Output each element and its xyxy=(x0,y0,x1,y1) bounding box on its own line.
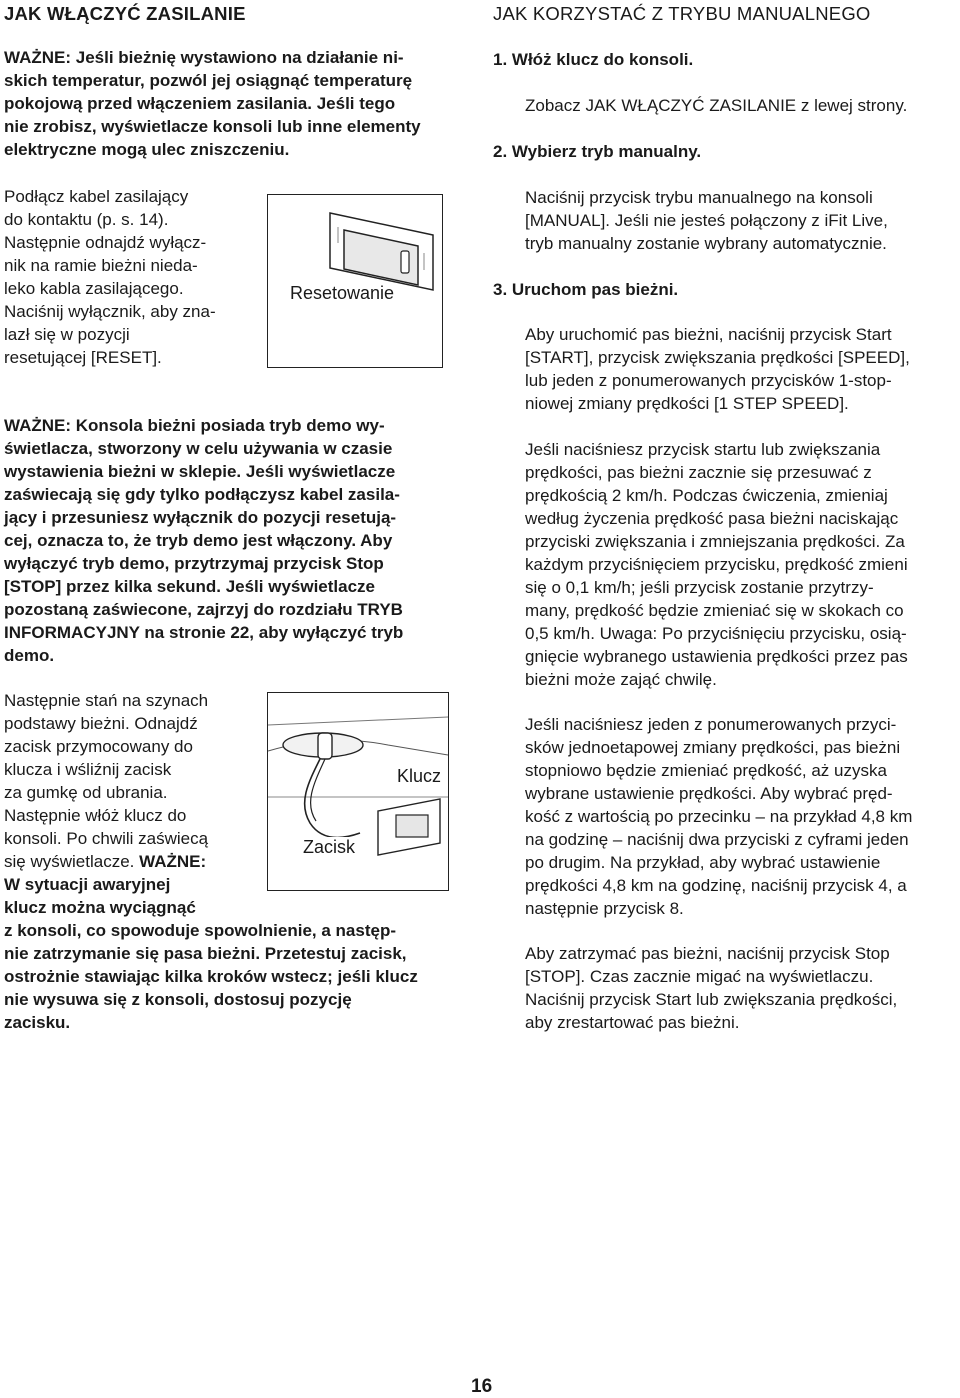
step-3-paragraph-4: Aby zatrzymać pas bieżni, naciśnij przycisk Stop [STOP]. Czas zacznie migać na wyświetlaczu. Naciśnij przycisk Start lub zwiększania prędkości, aby zrestartować pas bieżni. xyxy=(525,944,898,1032)
reset-label: Resetowanie xyxy=(290,283,395,303)
power-switch-icon xyxy=(268,195,442,367)
section-heading-power: JAK WŁĄCZYĆ ZASILANIE xyxy=(4,3,246,24)
power-warning: WAŻNE: Jeśli bieżnię wystawiono na działanie ni- skich temperatur, pozwól jej osiągnąć temperaturę pokojową przed włączeniem zasilania. Jeśli tego nie zrobisz, wyświetlacze konsoli lub inne elementy elektryczne mogą ulec zniszczeniu. xyxy=(4,48,421,159)
step-2-title: 2. Wybierz tryb manualny. xyxy=(493,142,702,161)
key-icon xyxy=(268,693,448,890)
section-heading-manual: JAK KORZYSTAĆ Z TRYBU MANUALNEGO xyxy=(493,3,871,24)
step-3-paragraph-3: Jeśli naciśniesz jeden z ponumerowanych przyci- sków jednoetapowej zmiany prędkości, pas bieżni stopniowo będzie zmieniać prędkość, aż uzyska wybrane ustawienie prędkości. Aby wybrać pręd- kość z wartością po przecinku – na przykład 4,8 km na godzinę – naciśnij dwa przyciski z cyframi jeden po drugim. Na przykład, aby wybrać ustawienie prędkości 4,8 km na godzinę, naciśnij przycisk 4, a następnie przycisk 8. xyxy=(525,715,913,918)
demo-mode-warning: WAŻNE: Konsola bieżni posiada tryb demo wy- świetlacza, stworzony w celu używania w czasie wystawienia bieżni w sklepie. Jeśli wyświetlacze zaświecają się gdy tylko podłączysz kabel zasila- jący i przesuniesz wyłącznik do pozycji resetują- cej, oznacza to, że tryb demo jest włączony. Aby wyłączyć tryb demo, przytrzymaj przycisk Stop [STOP] przez kilka sekund. Jeśli wyświetlacze pozostaną zaświecone, zajrzyj do rozdziału TRYB INFORMACYJNY na stronie 22, aby wyłączyć tryb demo. xyxy=(4,416,404,665)
step-3-paragraph-1: Aby uruchomić pas bieżni, naciśnij przycisk Start [START], przycisk zwiększania prędkości [SPEED], lub jeden z ponumerowanych przycisków 1-stop- niowej zmiany prędkości [1 STEP SPEED]. xyxy=(525,325,910,413)
key-clip-figure xyxy=(267,692,449,891)
clip-label: Zacisk xyxy=(303,837,356,857)
power-instructions: Podłącz kabel zasilający do kontaktu (p. s. 14). Następnie odnajdź wyłącz- nik na ramie bieżni nieda- leko kabla zasilającego. Naciśnij wyłącznik, aby zna- lazł się w pozycji resetującej [RESET]. xyxy=(4,187,216,367)
step-1-text: Zobacz JAK WŁĄCZYĆ ZASILANIE z lewej strony. xyxy=(525,96,908,115)
clip-instructions: Następnie stań na szynach podstawy bieżni. Odnajdź zacisk przymocowany do klucza i wśliźnij zacisk za gumkę od ubrania. Następnie włóż klucz do konsoli. Po chwili zaświecą się wyświetlacze. WAŻNE: W sytuacji awaryjnej klucz można wyciągnąć z konsoli, co spowoduje spowolnienie, a następ- nie zatrzymanie się pasa bieżni. Przetestuj zacisk, ostrożnie stawiając kilka kroków wstecz; jeśli klucz nie wysuwa się z konsoli, dostosuj pozycję zacisku. xyxy=(4,691,418,1032)
step-2-text: Naciśnij przycisk trybu manualnego na konsoli [MANUAL]. Jeśli nie jesteś połączony z iFit Live, tryb manualny zostanie wybrany automatycznie. xyxy=(525,188,888,253)
step-1-title: 1. Włóż klucz do konsoli. xyxy=(493,50,694,69)
step-3-paragraph-2: Jeśli naciśniesz przycisk startu lub zwiększania prędkości, pas bieżni zacznie się przesuwać z prędkością 2 km/h. Podczas ćwiczenia, zmieniaj według życzenia prędkość pasa bieżni naciskając przyciski zwiększania i zmniejszania prędkości. Za każdym przyciśnięciem przycisku, prędkość zmieni się o 0,1 km/h; jeśli przycisk zostanie przytrzy- many, prędkość będzie zmieniać się w skokach co 0,5 km/h. Uwaga: Po przyciśnięciu przycisku, osią- gnięcie wybranego ustawienia prędkości przez pas bieżni może zająć chwilę. xyxy=(525,440,908,689)
key-label: Klucz xyxy=(397,766,442,786)
reset-switch-figure xyxy=(267,194,443,368)
page-number: 16 xyxy=(471,1376,493,1397)
step-3-title: 3. Uruchom pas bieżni. xyxy=(493,280,679,299)
